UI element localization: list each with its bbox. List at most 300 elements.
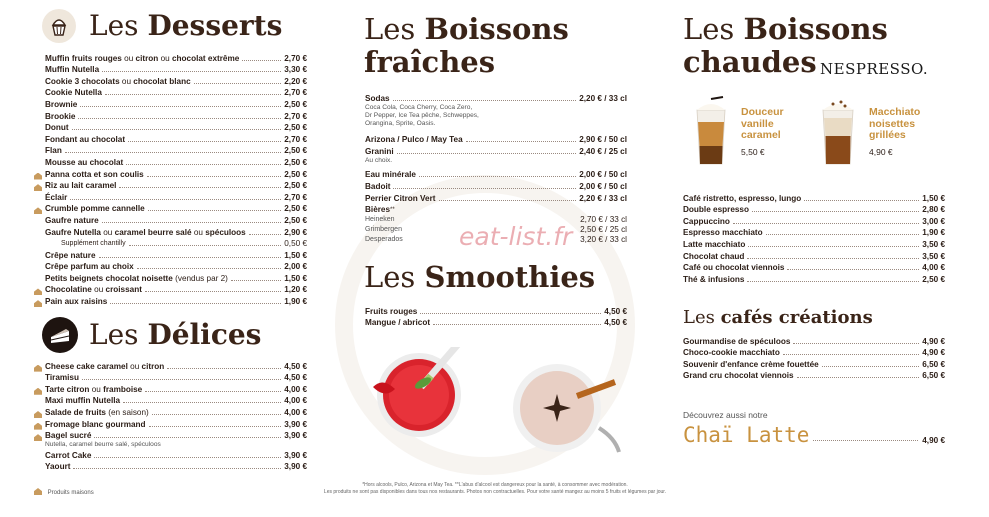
menu-item-name-part: croissant	[105, 285, 142, 295]
menu-row	[683, 215, 945, 227]
desserts-list	[45, 52, 307, 307]
menu-row	[683, 192, 945, 204]
delices-icon	[42, 317, 78, 353]
delices-list	[45, 360, 307, 472]
menu-item-name	[45, 88, 102, 98]
menu-row	[45, 156, 307, 168]
menu-item-name	[45, 204, 145, 214]
menu-item-name: Gourmandise de spéculoos	[683, 336, 791, 346]
menu-item-name	[45, 54, 239, 64]
menu-item-price: 1,90 €	[284, 297, 307, 307]
menu-row	[45, 168, 307, 180]
red-smoothie-image	[373, 347, 465, 439]
menu-item-name: Cappuccino	[683, 216, 730, 226]
leader-dots	[752, 211, 919, 212]
menu-row	[683, 204, 945, 216]
menu-item-name-part: Brownie	[45, 99, 78, 109]
leader-dots	[72, 129, 282, 130]
menu-item-name-part: ou	[100, 227, 115, 237]
menu-item-name-part: caramel beurre salé	[114, 227, 192, 237]
leader-dots	[94, 437, 281, 438]
leader-dots	[439, 200, 577, 201]
douceur-cup-image	[693, 96, 729, 168]
menu-item-name	[45, 408, 149, 418]
leader-dots	[766, 234, 920, 235]
menu-item-name	[45, 274, 228, 284]
leader-dots	[249, 234, 282, 235]
leader-dots	[393, 188, 576, 189]
menu-item-price: 2,50 €	[284, 146, 307, 156]
creations-title	[683, 309, 873, 327]
smoothies-list	[365, 305, 627, 328]
menu-item-price: 3,50 €	[922, 251, 945, 261]
house-icon	[34, 288, 42, 295]
leader-dots	[733, 223, 919, 224]
menu-item-name: Heineken	[365, 216, 395, 224]
menu-item-price: 2,70 €	[284, 134, 307, 144]
menu-item-name: Choco-cookie macchiato	[683, 348, 780, 358]
menu-item-price: 2,70 €	[284, 111, 307, 121]
menu-item-name-part: Crêpe parfum au choix	[45, 262, 134, 272]
menu-item-name: Espresso macchiato	[683, 228, 763, 238]
menu-item-name-part: citron	[135, 53, 159, 63]
nespresso-logo: NESPRESSO.	[820, 60, 929, 78]
watermark: eat-list.fr	[459, 222, 573, 251]
menu-item-name-part: Chocolatine	[45, 285, 92, 295]
leader-dots	[94, 457, 281, 458]
menu-item-name	[45, 181, 116, 191]
menu-row	[45, 395, 307, 407]
menu-row	[683, 347, 945, 359]
menu-row	[45, 449, 307, 461]
menu-item-name: Double espresso	[683, 205, 749, 215]
menu-item-name-part: Crumble pomme cannelle	[45, 204, 145, 214]
fraiches-title-light: Les	[364, 12, 416, 46]
fraiches-list	[365, 92, 627, 245]
leader-dots	[167, 368, 281, 369]
menu-item-name: Bières	[365, 205, 391, 215]
menu-item-name	[45, 251, 96, 261]
menu-item-name	[45, 262, 134, 272]
menu-item-description: Orangina, Sprite, Oasis.	[365, 119, 436, 127]
menu-item-price: 2,50 €	[284, 169, 307, 179]
menu-item-price: 2,50 € / 25 cl	[580, 225, 627, 235]
desserts-title-light: Les	[89, 9, 139, 42]
menu-item-price: 4,90 €	[922, 348, 945, 358]
chai-latte-row	[683, 424, 945, 446]
chaudes-title-bold: Boissons	[743, 12, 888, 46]
menu-item-name	[45, 362, 164, 372]
menu-item-name-part: Bagel sucré	[45, 431, 92, 441]
menu-item-name	[45, 373, 79, 383]
menu-item-price: 2,50 €	[284, 204, 307, 214]
menu-item-name	[45, 100, 77, 110]
menu-item-name	[45, 170, 144, 180]
menu-item-price: 2,50 €	[284, 99, 307, 109]
menu-row	[365, 225, 627, 235]
menu-item-name	[45, 239, 126, 249]
menu-item-price: 3,30 €	[284, 65, 307, 75]
menu-item-price: 4,00 €	[284, 407, 307, 417]
featured-douceur	[741, 107, 784, 157]
menu-row	[683, 238, 945, 250]
menu-row	[365, 145, 627, 157]
menu-row	[365, 192, 627, 204]
menu-item-name-part: spéculoos	[205, 227, 246, 237]
desserts-title-bold: Desserts	[147, 9, 283, 42]
menu-row	[365, 180, 627, 192]
menu-item-name	[45, 431, 91, 441]
menu-item-price: 4,50 €	[284, 361, 307, 371]
menu-item-description: Nutella, caramel beurre salé, spéculoos	[45, 441, 161, 449]
menu-row	[683, 370, 945, 382]
menu-item-name-part: Donut	[45, 123, 69, 133]
footnote-line-2: Les produits ne sont pas disponibles dans tous nos restaurants. Photos non contractuelles. Pour votre santé mangez au moins 5 fruits et légumes par jour.	[323, 489, 667, 495]
fraiches-title	[364, 13, 569, 79]
menu-item-price: 3,50 €	[922, 239, 945, 249]
menu-item-price: 2,80 €	[922, 205, 945, 215]
featured-douceur-price: 5,50 €	[741, 146, 765, 157]
menu-row	[365, 169, 627, 181]
menu-row	[45, 406, 307, 418]
menu-item-price: 1,50 €	[922, 193, 945, 203]
menu-item-price: 0,50 €	[284, 239, 307, 249]
menu-row	[365, 235, 627, 245]
featured-douceur-name-1: Douceur	[741, 106, 784, 118]
leader-dots	[231, 280, 281, 281]
leader-dots	[73, 468, 281, 469]
menu-item-name	[45, 462, 70, 472]
latte-smoothie-image	[511, 362, 623, 458]
house-legend	[34, 488, 94, 496]
menu-item-name-part: Crêpe nature	[45, 250, 96, 260]
menu-item-description: Dr Pepper, Ice Tea pêche, Schweppes,	[365, 111, 479, 119]
smoothies-title-light: Les	[364, 260, 416, 294]
leader-dots	[242, 60, 281, 61]
menu-item-price: 4,50 €	[604, 318, 627, 328]
menu-item-name-part: Cookie 3 chocolats	[45, 76, 120, 86]
menu-item-name-part: Yaourt	[45, 462, 71, 472]
menu-item-price: 2,70 €	[284, 53, 307, 63]
leader-dots	[110, 303, 281, 304]
menu-row	[683, 358, 945, 370]
menu-item-name	[45, 158, 123, 168]
menu-item-price: 6,50 €	[922, 359, 945, 369]
menu-row	[45, 145, 307, 157]
chaudes-title-line2: chaudes	[683, 45, 817, 79]
menu-item-name: Grimbergen	[365, 226, 402, 234]
chai-latte-label: Chaï Latte	[683, 423, 810, 447]
featured-douceur-name-3: caramel	[741, 129, 781, 141]
menu-item-price: 1,20 €	[284, 285, 307, 295]
menu-item-name: Souvenir d'enfance crème fouettée	[683, 359, 819, 369]
menu-item-name-part: Gaufre Nutella	[45, 227, 101, 237]
menu-row	[45, 284, 307, 296]
menu-item-name	[45, 135, 125, 145]
menu-item-name-part: Fromage blanc gourmand	[45, 419, 146, 429]
delices-title	[89, 318, 262, 351]
leader-dots	[119, 187, 281, 188]
menu-item-price: 2,00 € / 50 cl	[579, 181, 627, 191]
menu-item-name-part: ou	[121, 53, 136, 63]
menu-item-name-part: Carrot Cake	[45, 450, 92, 460]
menu-item-price: 4,50 €	[604, 306, 627, 316]
menu-item-name	[45, 123, 69, 133]
menu-item-name-part: Muffin Nutella	[45, 65, 100, 75]
featured-macchiato-name-2: noisettes	[869, 117, 916, 130]
house-icon	[34, 423, 42, 430]
menu-item-price: 4,90 €	[922, 336, 945, 346]
menu-item-price: 2,90 €	[284, 227, 307, 237]
leader-dots	[82, 379, 281, 380]
leader-dots	[137, 268, 282, 269]
menu-item-price: 2,50 €	[922, 274, 945, 284]
menu-item-name: Chocolat chaud	[683, 251, 745, 261]
menu-item-name-part: Salade de fruits	[45, 407, 106, 417]
house-icon	[34, 388, 42, 395]
menu-item-price: 2,20 €	[284, 76, 307, 86]
menu-item-name-part: Éclair	[45, 192, 68, 202]
leader-dots	[70, 199, 281, 200]
menu-row	[683, 273, 945, 285]
menu-item-name-part: Cheese cake caramel	[45, 361, 128, 371]
menu-row	[45, 261, 307, 273]
menu-item-name-part: Cookie Nutella	[45, 88, 102, 98]
menu-item-name-part: ou	[89, 384, 104, 394]
house-icon	[34, 300, 42, 307]
menu-item-price: 1,50 €	[284, 250, 307, 260]
leader-dots	[99, 257, 282, 258]
menu-row	[45, 87, 307, 99]
leader-dots	[145, 391, 281, 392]
discover-text: Découvrez aussi notre	[683, 410, 768, 420]
menu-row	[45, 226, 307, 238]
menu-item-name-part: Pain aux raisins	[45, 297, 108, 307]
house-icon	[34, 207, 42, 214]
menu-row	[45, 214, 307, 226]
leader-dots	[397, 153, 577, 154]
menu-item-name: Eau minérale	[365, 170, 416, 180]
menu-row	[45, 360, 307, 372]
leader-dots	[793, 343, 919, 344]
cake-slice-icon	[42, 317, 78, 353]
menu-item-name	[45, 193, 67, 203]
house-icon	[34, 411, 42, 418]
menu-item-name	[45, 112, 75, 122]
menu-item-price: 3,90 €	[284, 450, 307, 460]
menu-item-name	[45, 396, 120, 406]
menu-item-price: 2,50 €	[284, 123, 307, 133]
menu-row	[45, 249, 307, 261]
menu-row	[45, 64, 307, 76]
menu-item-name: Desperados	[365, 236, 403, 244]
chaudes-title-light: Les	[683, 12, 735, 46]
smoothies-title	[364, 260, 596, 294]
leader-dots	[466, 141, 577, 142]
menu-item-name-part: Mousse au chocolat	[45, 157, 124, 167]
smoothies-title-bold: Smoothies	[424, 260, 596, 294]
menu-row	[45, 295, 307, 307]
menu-item-name-part: ou	[119, 76, 134, 86]
menu-item-price: 2,00 € / 50 cl	[579, 170, 627, 180]
menu-row	[45, 122, 307, 134]
menu-row	[45, 418, 307, 430]
leader-dots	[748, 246, 919, 247]
menu-item-name-part: Flan	[45, 146, 62, 156]
menu-row	[683, 227, 945, 239]
menu-item-price: 1,50 €	[284, 273, 307, 283]
leader-dots	[78, 118, 281, 119]
menu-row	[45, 461, 307, 473]
superscript: **	[390, 207, 395, 214]
menu-item-price: 3,20 € / 33 cl	[580, 235, 627, 245]
menu-item-name-part: Fondant au chocolat	[45, 134, 126, 144]
leader-dots	[747, 258, 919, 259]
creations-list	[683, 335, 945, 381]
menu-item-name-part: Panna cotta et son coulis	[45, 169, 144, 179]
menu-item-name: Café ristretto, espresso, lungo	[683, 193, 802, 203]
leader-dots	[783, 354, 919, 355]
house-icon	[34, 173, 42, 180]
menu-row	[45, 383, 307, 395]
menu-item-name: Granini	[365, 146, 394, 156]
fraiches-title-bold: Boissons	[424, 12, 569, 46]
menu-row	[683, 335, 945, 347]
creations-title-light: Les	[683, 307, 715, 328]
leader-dots	[148, 210, 282, 211]
menu-item-price: 6,50 €	[922, 371, 945, 381]
menu-row	[45, 272, 307, 284]
menu-row	[365, 305, 627, 317]
leader-dots	[147, 176, 282, 177]
menu-item-name-part: Maxi muffin Nutella	[45, 396, 121, 406]
menu-row	[365, 92, 627, 104]
menu-item-name-part: Tiramisu	[45, 373, 79, 383]
chai-latte-leader	[813, 440, 918, 441]
menu-item-price: 2,20 € / 33 cl	[579, 193, 627, 203]
cupcake-icon	[42, 9, 76, 43]
menu-item-name	[45, 77, 191, 87]
menu-row	[365, 215, 627, 225]
desserts-icon	[42, 9, 76, 43]
menu-item-price: 4,50 €	[284, 373, 307, 383]
menu-row	[683, 250, 945, 262]
menu-item-price: 4,00 €	[284, 396, 307, 406]
menu-item-name: Latte macchiato	[683, 239, 746, 249]
menu-item-name-part: ou	[91, 285, 106, 295]
menu-row	[45, 430, 307, 442]
house-legend-label: Produits maisons	[47, 490, 94, 496]
creations-title-bold: cafés créations	[720, 307, 873, 328]
menu-row	[365, 204, 627, 216]
leader-dots	[129, 245, 282, 246]
leader-dots	[102, 222, 282, 223]
featured-macchiato-price: 4,90 €	[869, 146, 893, 157]
leader-dots	[65, 152, 281, 153]
menu-row	[45, 98, 307, 110]
house-icon	[34, 365, 42, 372]
menu-item-name: Café ou chocolat viennois	[683, 263, 785, 273]
menu-item-price: 2,40 € / 25 cl	[579, 146, 627, 156]
menu-row	[45, 75, 307, 87]
menu-item-price: 2,50 €	[284, 215, 307, 225]
menu-row	[45, 133, 307, 145]
menu-item-name: Fruits rouges	[365, 306, 418, 316]
menu-item-name	[45, 297, 107, 307]
leader-dots	[393, 100, 577, 101]
menu-item-name-part: Riz au lait caramel	[45, 181, 117, 191]
menu-item-name-part: Supplément chantilly	[61, 240, 126, 248]
menu-item-price: 3,90 €	[284, 462, 307, 472]
menu-item-price: 3,90 €	[284, 419, 307, 429]
menu-item-name-part: Brookie	[45, 111, 76, 121]
menu-row	[45, 238, 307, 250]
menu-item-price: 1,90 €	[922, 228, 945, 238]
menu-item-price: 3,90 €	[284, 431, 307, 441]
menu-item-price: 2,90 € / 50 cl	[579, 135, 627, 145]
featured-douceur-name-2: vanille	[741, 117, 774, 130]
menu-item-name-part: (vendus par 2)	[172, 273, 228, 283]
menu-item-name-part: chocolat blanc	[133, 76, 191, 86]
leader-dots	[105, 94, 281, 95]
leader-dots	[149, 426, 282, 427]
menu-item-price: 2,20 € / 33 cl	[579, 93, 627, 103]
menu-item-name-part: citron	[141, 361, 165, 371]
menu-item-name-part: Tarte citron	[45, 384, 90, 394]
leader-dots	[433, 324, 601, 325]
menu-item-name	[45, 65, 99, 75]
menu-item-price: 2,00 €	[284, 262, 307, 272]
leader-dots	[797, 377, 920, 378]
fraiches-title-line2: fraîches	[364, 45, 496, 79]
menu-item-name	[45, 228, 246, 238]
chai-latte-price: 4,90 €	[922, 436, 945, 445]
featured-macchiato-name-1: Macchiato	[869, 106, 921, 118]
menu-item-price: 2,50 €	[284, 181, 307, 191]
menu-item-name	[45, 420, 146, 430]
menu-item-name: Grand cru chocolat viennois	[683, 371, 794, 381]
leader-dots	[126, 164, 281, 165]
chaudes-list	[683, 192, 945, 285]
menu-item-name	[45, 146, 62, 156]
leader-dots	[420, 313, 601, 314]
footnote-line-1: *Hors alcools, Pulco, Arizona et May Tea. **L'abus d'alcool est dangereux pour la santé, à consommer avec modération.	[362, 482, 628, 488]
menu-row	[45, 191, 307, 203]
menu-item-name: Perrier Citron Vert	[365, 193, 436, 203]
delices-title-light: Les	[89, 318, 139, 351]
macchiato-cup-image	[819, 96, 857, 168]
menu-item-name-part: chocolat extrême	[171, 53, 240, 63]
leader-dots	[419, 176, 576, 177]
menu-item-price: 2,50 €	[284, 157, 307, 167]
leader-dots	[152, 414, 281, 415]
menu-item-name-part: ou	[158, 53, 172, 63]
menu-row	[365, 317, 627, 329]
menu-row	[683, 262, 945, 274]
desserts-title	[89, 9, 283, 42]
menu-item-name	[45, 216, 99, 226]
house-icon	[34, 434, 42, 441]
leader-dots	[747, 281, 919, 282]
featured-macchiato	[869, 107, 920, 157]
leader-dots	[194, 83, 282, 84]
menu-item-name	[45, 385, 142, 395]
menu-item-name-part: (en saison)	[105, 407, 149, 417]
menu-item-name	[45, 451, 91, 461]
menu-item-name-part: Muffin fruits rouges	[45, 53, 122, 63]
menu-item-price: 2,70 €	[284, 192, 307, 202]
menu-item-name: Badoit	[365, 181, 391, 191]
